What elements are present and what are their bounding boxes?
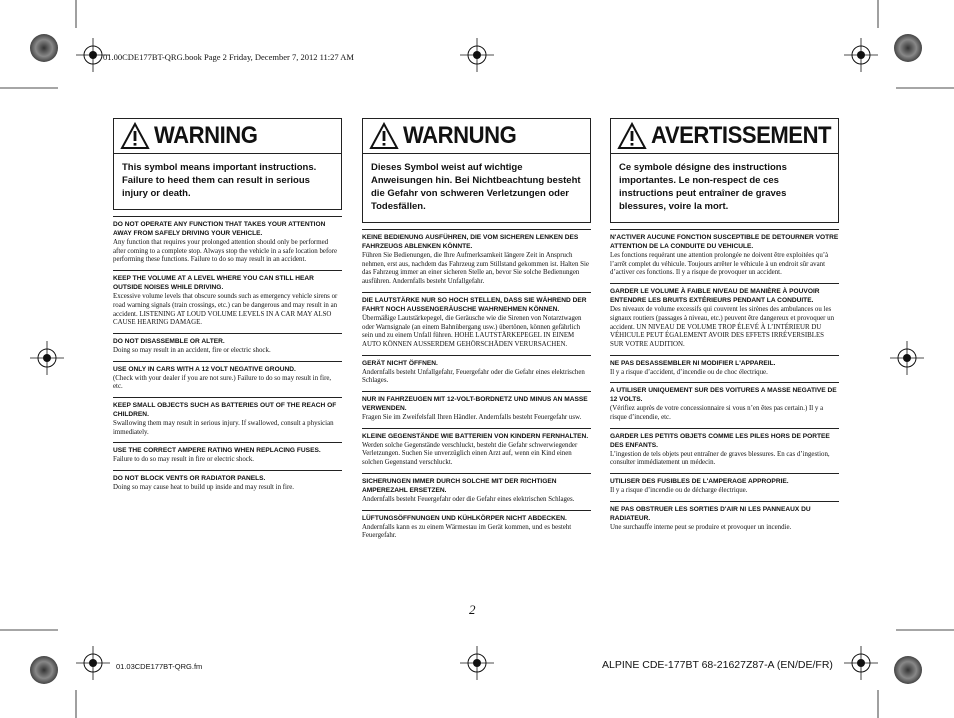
section-body: Andernfalls besteht Unfallgefahr, Feuergefahr oder die Gefahr eines elektrischen Schlages. [362, 368, 585, 385]
section-body: Failure to do so may result in fire or electric shock. [113, 456, 255, 464]
color-bar-circle [894, 656, 922, 684]
section-heading: DIE LAUTSTÄRKE NUR SO HOCH STELLEN, DASS SIE WÄHREND DER FAHRT NOCH AUSSENGERÄUSCHE WAHRNEHMEN KÖNNEN. [362, 296, 587, 313]
section-heading: DO NOT OPERATE ANY FUNCTION THAT TAKES YOUR ATTENTION AWAY FROM SAFELY DRIVING YOUR VEHICLE. [113, 221, 326, 237]
footer-filename: 01.03CDE177BT-QRG.fm [116, 662, 203, 671]
section-list [610, 229, 839, 533]
section-heading: NE PAS DESASSEMBLER NI MODIFIER L'APPAREIL. [610, 359, 776, 367]
section-heading: KEINE BEDIENUNG AUSFÜHREN, DIE VOM SICHEREN LENKEN DES FAHRZEUGS ABLENKEN KÖNNTE. [362, 234, 579, 250]
section-list [362, 229, 591, 541]
section-heading: DO NOT DISASSEMBLE OR ALTER. [113, 337, 225, 345]
warning-section [113, 397, 342, 437]
section-body: Any function that requires your prolonged attention should only be performed after coming to a complete stop. Always stop the vehicle in a safe location before performing these functions. Failure to do so may result in an accident. [113, 239, 338, 264]
section-heading: USE THE CORRECT AMPERE RATING WHEN REPLACING FUSES. [113, 447, 321, 455]
section-heading: USE ONLY IN CARS WITH A 12 VOLT NEGATIVE GROUND. [113, 365, 296, 373]
section-heading: DO NOT BLOCK VENTS OR RADIATOR PANELS. [113, 475, 266, 483]
column-german [362, 118, 591, 546]
section-heading: UTILISER DES FUSIBLES DE L'AMPERAGE APPROPRIE. [610, 478, 789, 486]
warnung-notice: Dieses Symbol weist auf wichtige Anweisungen hin. Bei Nichtbeachtung besteht die Gefahr von schweren Verletzungen oder Todesfällen. [362, 154, 591, 223]
warning-section [113, 270, 342, 328]
section-body: (Check with your dealer if you are not sure.) Failure to do so may result in fire, etc. [113, 374, 332, 391]
warning-notice: This symbol means important instructions. Failure to heed them can result in serious injury or death. [113, 154, 342, 210]
warning-section [610, 428, 839, 468]
warnung-title-box [362, 118, 591, 154]
section-body: Doing so may result in an accident, fire or electric shock. [113, 346, 271, 354]
warning-section [362, 229, 591, 287]
warning-triangle-icon [369, 122, 399, 150]
warning-title-box [113, 118, 342, 154]
section-heading: NUR IN FAHRZEUGEN MIT 12-VOLT-BORDNETZ UND MINUS AN MASSE VERWENDEN. [362, 396, 588, 413]
section-body: Une surchauffe interne peut se produire et provoquer un incendie. [610, 523, 792, 531]
color-bar-circle [30, 656, 58, 684]
section-body: Andernfalls kann es zu einem Wärmestau im Gerät kommen, und es besteht Feuergefahr. [362, 523, 572, 540]
section-body: (Vérifiez auprès de votre concessionnaire si vous n’en êtes pas certain.) Il y a risque d’incendie, etc. [610, 405, 824, 422]
warning-section [362, 428, 591, 468]
section-list [113, 216, 342, 493]
section-body: Les fonctions requérant une attention prolongée ne doivent être exploitées qu’à l’arrêt complet du véhicule. Toujours arrêter le véhicule à un endroit sûr avant d’activer ces fonctions. Il y a risque de provoquer un accident. [610, 252, 829, 277]
avertissement-notice: Ce symbole désigne des instructions importantes. Le non-respect de ces instructions peut entraîner de graves blessures, voire la mort. [610, 154, 839, 223]
warning-section [610, 501, 839, 533]
file-info-header: 01.00CDE177BT-QRG.book Page 2 Friday, December 7, 2012 11:27 AM [103, 52, 354, 62]
warnung-title: WARNUNG [403, 122, 517, 149]
warning-section [610, 283, 839, 350]
warning-section [362, 473, 591, 505]
warning-section [362, 510, 591, 541]
warning-title: WARNING [154, 122, 258, 149]
section-heading: KEEP SMALL OBJECTS SUCH AS BATTERIES OUT OF THE REACH OF CHILDREN. [113, 402, 337, 419]
warning-section [610, 473, 839, 496]
warning-section [362, 391, 591, 423]
section-heading: LÜFTUNGSÖFFNUNGEN UND KÜHLKÖRPER NICHT ABDECKEN. [362, 514, 567, 522]
section-body: Doing so may cause heat to build up inside and may result in fire. [113, 484, 295, 492]
color-bar-circle [30, 34, 58, 62]
section-heading: GERÄT NICHT ÖFFNEN. [362, 359, 438, 367]
warning-section [113, 216, 342, 265]
section-heading: A UTILISER UNIQUEMENT SUR DES VOITURES A MASSE NEGATIVE DE 12 VOLTS. [610, 387, 837, 404]
section-body: Werden solche Gegenstände verschluckt, besteht die Gefahr schwerwiegender Verletzungen. Suchen Sie unverzüglich einen Arzt auf, wenn ein Kind einen solchen Gegenstand verschluckt. [362, 441, 578, 467]
column-french [610, 118, 839, 538]
section-body: Swallowing them may result in serious injury. If swallowed, consult a physician immediately. [113, 420, 334, 436]
section-body: Il y a risque d’incendie ou de décharge électrique. [610, 487, 748, 495]
section-heading: GARDER LE VOLUME À FAIBLE NIVEAU DE MANIÈRE À POUVOIR ENTENDRE LES BRUITS EXTÉRIEURS PENDANT LA CONDUITE. [610, 288, 820, 305]
section-body: Des niveaux de volume excessifs qui couvrent les sirènes des ambulances ou les signaux routiers (passages à niveau, etc.) peuvent être dangereux et provoquer un accident. UN NIVEAU DE VOLUME TROP ÉLEVÉ À L’INTÉRIEUR DU VÉHICULE PEUT ÉGALEMENT AVOIR DES EFFETS IRRÉVERSIBLES SUR VOTRE AUDITION. [610, 306, 835, 348]
section-heading: KEEP THE VOLUME AT A LEVEL WHERE YOU CAN STILL HEAR OUTSIDE NOISES WHILE DRIVING. [113, 275, 314, 292]
section-body: Führen Sie Bedienungen, die Ihre Aufmerksamkeit längere Zeit in Anspruch nehmen, erst aus, nachdem das Fahrzeug zum Stillstand gekommen ist. Halten Sie das Fahrzeug immer an einer sicheren Stelle an, bevor Sie solche Bedienungen ausführen. Andernfalls besteht Unfallgefahr. [362, 252, 589, 286]
section-body: L’ingestion de tels objets peut entraîner de graves blessures. En cas d’ingestion, consulter immédiatement un médecin. [610, 450, 830, 467]
section-heading: GARDER LES PETITS OBJETS COMME LES PILES HORS DE PORTEE DES ENFANTS. [610, 432, 830, 449]
section-body: Andernfalls besteht Feuergefahr oder die Gefahr eines elektrischen Schlages. [362, 495, 575, 503]
section-heading: KLEINE GEGENSTÄNDE WIE BATTERIEN VON KINDERN FERNHALTEN. [362, 432, 589, 440]
warning-section [113, 470, 342, 493]
avertissement-title-box [610, 118, 839, 154]
section-body: Excessive volume levels that obscure sounds such as emergency vehicle sirens or road warning signals (train crossings, etc.) can be dangerous and may result in an accident. LISTENING AT LOUD VOLUME LEVELS IN A CAR MAY ALSO CAUSE HEARING DAMAGE. [113, 293, 338, 327]
column-english [113, 118, 342, 498]
avertissement-title: AVERTISSEMENT [651, 122, 832, 149]
section-heading: NE PAS OBSTRUER LES SORTIES D'AIR NI LES PANNEAUX DU RADIATEUR. [610, 505, 811, 522]
warning-section [113, 442, 342, 465]
warning-triangle-icon [120, 122, 150, 150]
section-body: Fragen Sie im Zweifelsfall Ihren Händler. Andernfalls besteht Feuergefahr usw. [362, 414, 582, 422]
section-heading: N'ACTIVER AUCUNE FONCTION SUSCEPTIBLE DE DETOURNER VOTRE ATTENTION DE LA CONDUITE DU VEHICULE. [610, 234, 839, 250]
section-body: Übermäßige Lautstärkepegel, die Geräusche wie die Sirenen von Notarztwagen oder Warnsignale (an einem Bahnübergang usw.) übertönen, können gefährlich sein und zu einem Unfall führen. HOHE LAUTSTÄRKEPEGEL IN EINEM AUTO KÖNNEN AUSSERDEM GEHÖRSCHÄDEN VERURSACHEN. [362, 314, 582, 348]
warning-section [113, 333, 342, 356]
warning-section [362, 292, 591, 350]
warning-section [362, 355, 591, 386]
warning-section [610, 382, 839, 422]
footer-model: ALPINE CDE-177BT 68-21627Z87-A (EN/DE/FR) [602, 659, 833, 671]
section-body: Il y a risque d’accident, d’incendie ou de choc électrique. [610, 368, 768, 376]
warning-triangle-icon [617, 122, 647, 150]
warning-section [113, 361, 342, 392]
color-bar-circle [894, 34, 922, 62]
page-number: 2 [469, 602, 476, 617]
warning-section [610, 229, 839, 278]
warning-section [610, 355, 839, 378]
section-heading: SICHERUNGEN IMMER DURCH SOLCHE MIT DER RICHTIGEN AMPEREZAHL ERSETZEN. [362, 477, 557, 494]
